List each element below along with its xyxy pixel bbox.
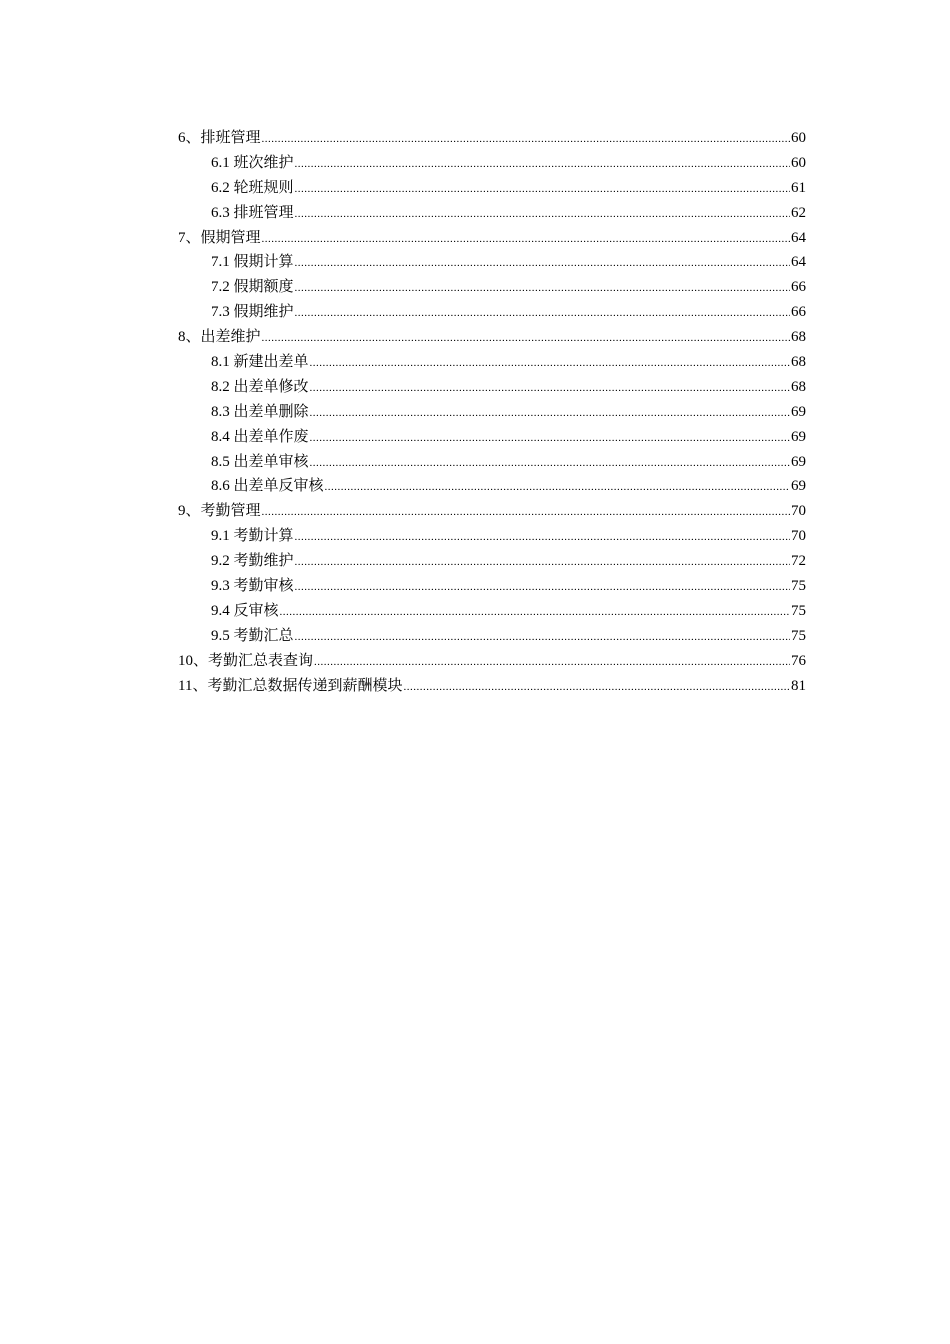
table-of-contents: [178, 126, 806, 698]
toc-entry-label: 7.1 假期计算: [211, 254, 294, 271]
toc-entry[interactable]: [178, 325, 806, 350]
toc-entry-label: 8.2 出差单修改: [211, 378, 309, 395]
toc-dot-leader: [295, 550, 790, 575]
toc-entry-label: 9、考勤管理: [178, 503, 261, 520]
toc-entry-page: 62: [791, 204, 806, 221]
toc-dot-leader: [295, 202, 790, 227]
toc-entry[interactable]: [178, 226, 806, 251]
toc-dot-leader: [262, 127, 790, 152]
toc-entry-page: 69: [791, 478, 806, 495]
toc-dot-leader: [295, 276, 790, 301]
toc-entry-label: 8.1 新建出差单: [211, 354, 309, 371]
toc-entry-label: 6、排班管理: [178, 130, 261, 146]
toc-dot-leader: [310, 426, 790, 451]
toc-entry[interactable]: [178, 126, 806, 151]
toc-entry-page: 69: [791, 453, 806, 470]
toc-entry-label: 9.5 考勤汇总: [211, 627, 294, 644]
toc-entry[interactable]: [178, 176, 806, 201]
toc-entry[interactable]: [178, 524, 806, 549]
toc-entry-page: 72: [791, 553, 806, 570]
toc-entry-label: 7.2 假期额度: [211, 279, 294, 296]
toc-entry-label: 8.5 出差单审核: [211, 453, 309, 470]
toc-entry-label: 8.4 出差单作废: [211, 428, 309, 445]
toc-dot-leader: [295, 575, 790, 600]
toc-entry-label: 10、考勤汇总表查询: [178, 652, 314, 669]
toc-entry-label: 8、出差维护: [178, 329, 261, 346]
toc-entry[interactable]: [178, 624, 806, 649]
toc-dot-leader: [295, 251, 790, 276]
toc-entry-page: 66: [791, 304, 806, 321]
toc-dot-leader: [310, 401, 790, 426]
toc-dot-leader: [314, 650, 790, 675]
toc-entry-page: 70: [791, 528, 806, 545]
toc-dot-leader: [310, 351, 790, 376]
toc-entry-label: 11、考勤汇总数据传递到薪酬模块: [178, 677, 403, 694]
toc-dot-leader: [295, 525, 790, 550]
toc-entry[interactable]: [178, 599, 806, 624]
toc-dot-leader: [403, 675, 790, 700]
toc-entry-page: 60: [791, 130, 806, 146]
toc-entry-page: 61: [791, 179, 806, 196]
toc-entry[interactable]: [178, 549, 806, 574]
toc-entry-label: 9.3 考勤审核: [211, 578, 294, 595]
toc-entry-label: 8.3 出差单删除: [211, 403, 309, 420]
toc-entry-label: 6.3 排班管理: [211, 204, 294, 221]
toc-entry-page: 64: [791, 229, 806, 246]
toc-entry[interactable]: [178, 250, 806, 275]
toc-entry-page: 68: [791, 378, 806, 395]
toc-entry[interactable]: [178, 201, 806, 226]
toc-dot-leader: [295, 625, 790, 650]
toc-entry-page: 75: [791, 602, 806, 619]
toc-entry-page: 69: [791, 403, 806, 420]
toc-entry[interactable]: [178, 300, 806, 325]
toc-dot-leader: [295, 301, 790, 326]
toc-entry[interactable]: [178, 350, 806, 375]
toc-dot-leader: [310, 376, 790, 401]
toc-entry-page: 75: [791, 578, 806, 595]
toc-entry[interactable]: [178, 499, 806, 524]
toc-dot-leader: [295, 152, 790, 177]
toc-entry-label: 6.1 班次维护: [211, 154, 294, 171]
toc-dot-leader: [310, 451, 790, 476]
toc-entry-label: 9.4 反审核: [211, 602, 279, 619]
toc-entry-label: 7.3 假期维护: [211, 304, 294, 321]
toc-entry-page: 76: [791, 652, 806, 669]
toc-entry[interactable]: [178, 574, 806, 599]
toc-dot-leader: [295, 177, 790, 202]
toc-entry[interactable]: [178, 674, 806, 699]
toc-entry-label: 8.6 出差单反审核: [211, 478, 324, 495]
toc-entry-page: 75: [791, 627, 806, 644]
toc-entry[interactable]: [178, 400, 806, 425]
toc-entry[interactable]: [178, 425, 806, 450]
toc-entry-page: 64: [791, 254, 806, 271]
toc-dot-leader: [262, 227, 790, 252]
toc-entry[interactable]: [178, 649, 806, 674]
toc-entry-page: 69: [791, 428, 806, 445]
toc-dot-leader: [325, 475, 790, 500]
toc-entry-label: 6.2 轮班规则: [211, 179, 294, 196]
toc-entry-page: 60: [791, 154, 806, 171]
toc-entry-page: 70: [791, 503, 806, 520]
toc-dot-leader: [280, 600, 790, 625]
toc-entry-label: 7、假期管理: [178, 229, 261, 246]
toc-entry[interactable]: [178, 450, 806, 475]
toc-entry-page: 81: [791, 677, 806, 694]
toc-entry[interactable]: [178, 474, 806, 499]
toc-entry-label: 9.2 考勤维护: [211, 553, 294, 570]
toc-entry[interactable]: [178, 375, 806, 400]
toc-entry[interactable]: [178, 151, 806, 176]
toc-entry-page: 68: [791, 354, 806, 371]
toc-entry-page: 68: [791, 329, 806, 346]
toc-entry-label: 9.1 考勤计算: [211, 528, 294, 545]
toc-entry[interactable]: [178, 275, 806, 300]
toc-dot-leader: [262, 326, 790, 351]
toc-entry-page: 66: [791, 279, 806, 296]
toc-dot-leader: [262, 500, 790, 525]
